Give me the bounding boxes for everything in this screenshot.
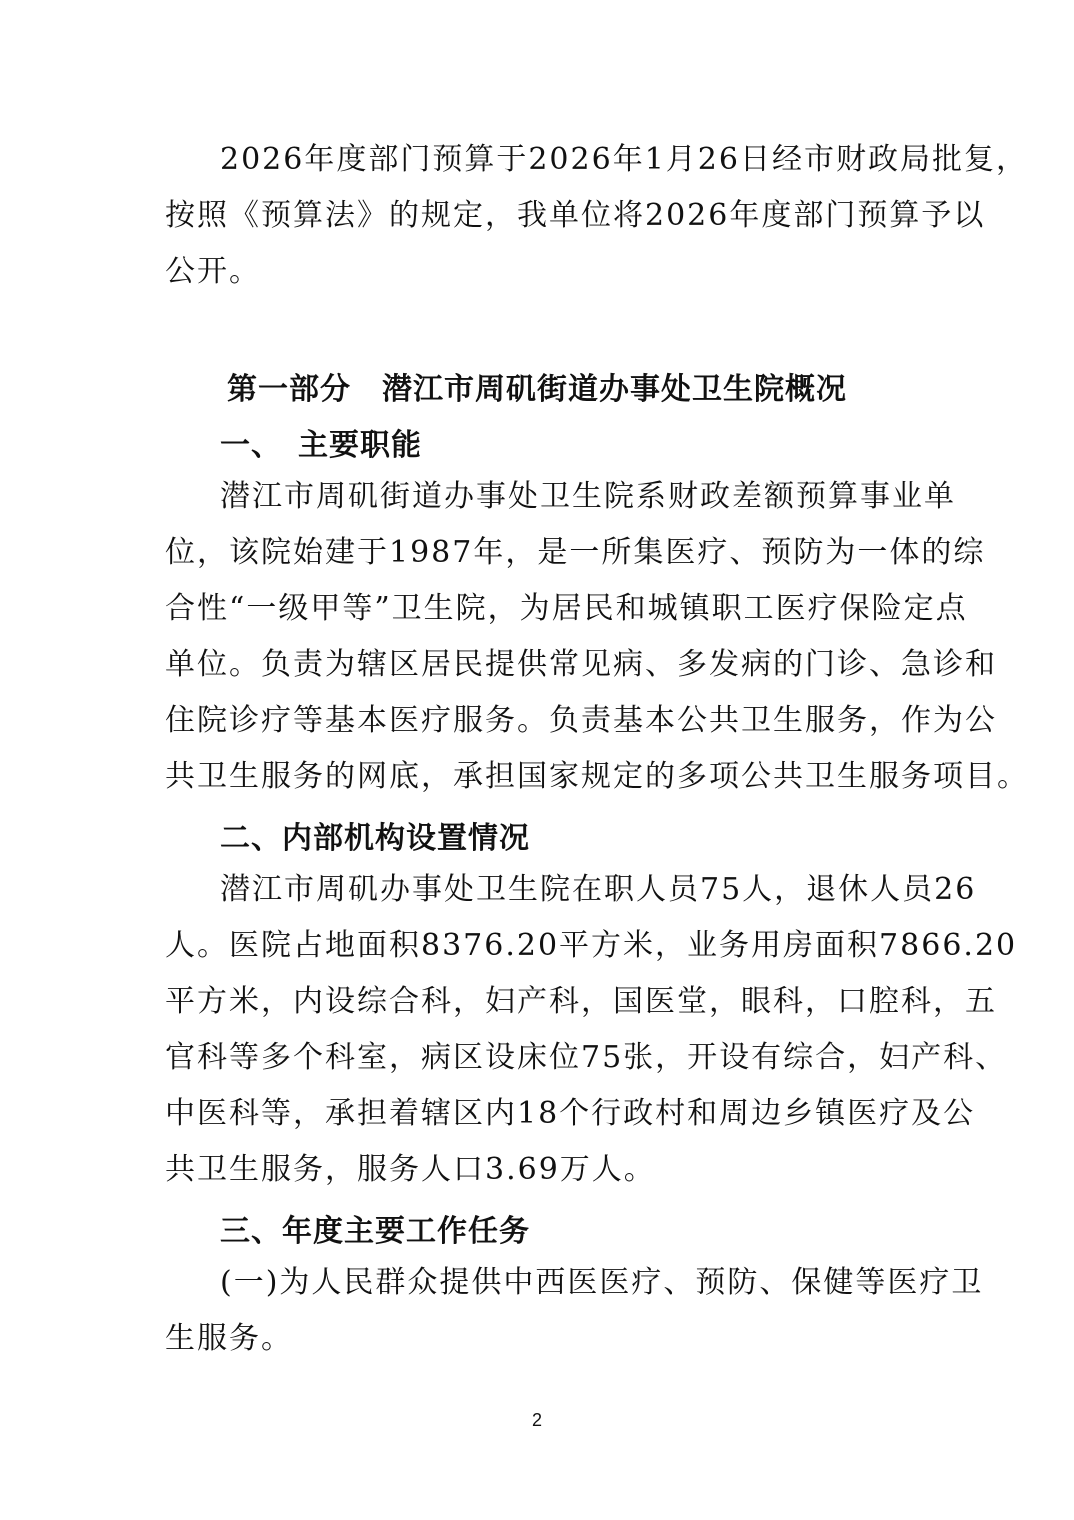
- section1-heading: 一、 主要职能: [220, 428, 422, 463]
- section3-line-2: 生服务。: [165, 1321, 293, 1356]
- intro-line-3: 公开。: [165, 254, 261, 289]
- section2-heading: 二、内部机构设置情况: [220, 821, 530, 856]
- section2-line-1: 潜江市周矶办事处卫生院在职人员75人，退休人员26: [220, 872, 977, 907]
- section2-line-3: 平方米，内设综合科，妇产科，国医堂，眼科，口腔科，五: [165, 984, 997, 1019]
- section3-line-1: (一)为人民群众提供中西医医疗、预防、保健等医疗卫: [220, 1265, 984, 1300]
- section1-line-3: 合性“一级甲等”卫生院，为居民和城镇职工医疗保险定点: [165, 591, 968, 626]
- section2-line-4: 官科等多个科室，病区设床位75张，开设有综合，妇产科、: [165, 1040, 1008, 1075]
- section2-line-5: 中医科等，承担着辖区内18个行政村和周边乡镇医疗及公: [165, 1096, 976, 1131]
- section3-heading: 三、年度主要工作任务: [220, 1214, 530, 1249]
- page-number: 2: [531, 1410, 542, 1430]
- section1-line-1: 潜江市周矶街道办事处卫生院系财政差额预算事业单: [220, 479, 956, 514]
- intro-line-1: 2026年度部门预算于2026年1月26日经市财政局批复，: [220, 142, 1028, 177]
- section2-line-2: 人。医院占地面积8376.20平方米，业务用房面积7866.20: [165, 928, 1018, 963]
- section1-line-5: 住院诊疗等基本医疗服务。负责基本公共卫生服务，作为公: [165, 703, 997, 738]
- intro-line-2: 按照《预算法》的规定，我单位将2026年度部门预算予以: [165, 198, 986, 233]
- section2-line-6: 共卫生服务，服务人口3.69万人。: [165, 1152, 656, 1187]
- part-title: 第一部分 潜江市周矶街道办事处卫生院概况: [227, 372, 847, 407]
- section1-line-2: 位，该院始建于1987年，是一所集医疗、预防为一体的综: [165, 535, 986, 570]
- section1-line-4: 单位。负责为辖区居民提供常见病、多发病的门诊、急诊和: [165, 647, 997, 682]
- section1-line-6: 共卫生服务的网底，承担国家规定的多项公共卫生服务项目。: [165, 759, 1029, 794]
